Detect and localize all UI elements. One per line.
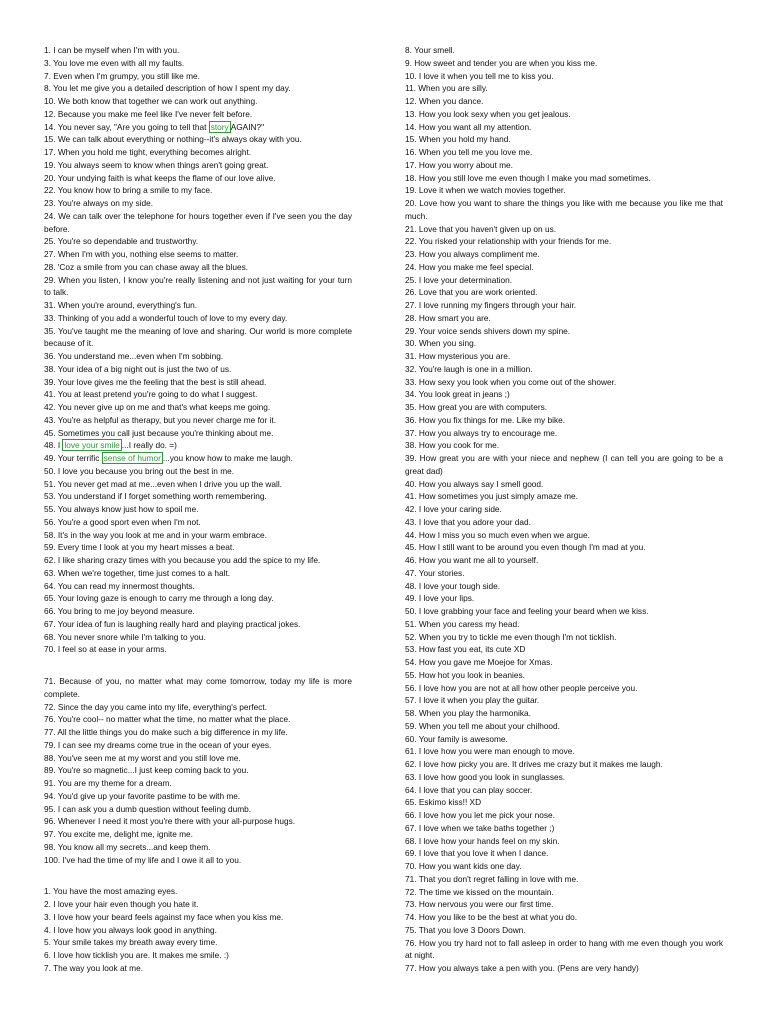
list-item <box>44 439 352 452</box>
list-item: 51. When you caress my head. <box>405 618 520 629</box>
list-item: 33. How sexy you look when you come out of the shower. <box>405 376 617 387</box>
list-item: 31. When you're around, everything's fun. <box>44 300 198 310</box>
list-item: 27. When I'm with you, nothing else seems to matter. <box>44 249 239 259</box>
right-column <box>405 44 723 975</box>
list-item: 34. You look great in jeans ;) <box>405 389 510 400</box>
list-item: 70. How you want kids one day. <box>405 861 522 871</box>
highlighted-phrase: love your smile <box>64 440 120 451</box>
list-item: 79. I can see my dreams come true in the ocean of your eyes. <box>44 739 272 750</box>
list-item: 61. I love how you were man enough to move. <box>405 746 575 757</box>
list-item: 7. Even when I'm grumpy, you still like me. <box>44 70 200 81</box>
list-item: 22. You know how to bring a smile to my face. <box>44 185 213 196</box>
list-item: 65. Eskimo kiss!! XD <box>405 797 482 808</box>
list-item: 22. You risked your relationship with your friends for me. <box>405 236 612 247</box>
list-item: 72. The time we kissed on the mountain. <box>405 886 554 897</box>
list-item: 50. I love grabbing your face and feeling your beard when we kiss. <box>405 606 649 616</box>
list-item: 54. How you gave me Moejoe for Xmas. <box>405 657 553 667</box>
list-item: 29. Your voice sends shivers down my spine. <box>405 325 571 336</box>
list-item: 88. You've seen me at my worst and you still love me. <box>44 752 241 763</box>
list-item: 67. Your idea of fun is laughing really hard and playing practical jokes. <box>44 618 301 629</box>
list-item: 13. How you look sexy when you get jealous. <box>405 108 571 119</box>
list-item <box>44 452 352 465</box>
list-item: 75. That you love 3 Doors Down. <box>405 924 526 935</box>
list-item: 11. When you are silly. <box>405 83 488 94</box>
list-item: 64. You can read my innermost thoughts. <box>44 580 195 591</box>
list-item: 46. How you want me all to yourself. <box>405 555 539 565</box>
highlighted-phrase: sense of humor <box>103 453 161 463</box>
list-item: 15. We can talk about everything or nothing--it's always okay with you. <box>44 134 302 145</box>
list-item: 20. Your undying faith is what keeps the flame of our love alive. <box>44 172 276 183</box>
list-item: 32. You're laugh is one in a million. <box>405 363 533 374</box>
list-item: 1. I can be myself when I'm with you. <box>44 45 180 55</box>
list-item: 45. How I still want to be around you even though I'm mad at you. <box>405 542 646 553</box>
list-item: 7. The way you look at me. <box>44 962 143 973</box>
list-item: 3. You love me even with all my faults. <box>44 57 185 68</box>
list-item: 20. Love how you want to share the things you like with me because you like me that much. <box>405 198 723 221</box>
list-item: 36. How you fix things for me. Like my bike. <box>405 414 566 425</box>
list-item <box>44 121 352 134</box>
list-item: 56. You're a good sport even when I'm not. <box>44 516 201 527</box>
list-item: 59. When you tell me about your chilhood. <box>405 720 560 731</box>
list-item: 23. You're always on my side. <box>44 198 154 208</box>
list-item: 38. How you cook for me. <box>405 440 500 451</box>
list-item: 51. You never get mad at me...even when I drive you up the wall. <box>44 478 282 489</box>
list-item: 76. You're cool-- no matter what the time, no matter what the place. <box>44 714 291 725</box>
list-item: 98. You know all my secrets...and keep them. <box>44 841 211 852</box>
list-item: 36. You understand me...even when I'm sobbing. <box>44 351 224 361</box>
left-column <box>44 44 352 975</box>
list-item: 40. How you always say I smell good. <box>405 478 544 489</box>
list-item: 77. How you always take a pen with you. (Pens are very handy) <box>405 963 639 973</box>
list-item: 26. Love that you are work oriented. <box>405 287 538 298</box>
item-text: 48. I <box>44 440 63 451</box>
list-item: 39. How great you are with your niece and nephew (I can tell you are going to be a great dad) <box>405 453 723 476</box>
list-item: 53. You understand if I forget something worth remembering. <box>44 491 267 502</box>
list-item: 8. Your smell. <box>405 45 455 55</box>
item-text: 14. You never say, "Are you going to tell that <box>44 121 209 132</box>
list-item: 43. You're as helpful as therapy, but you never charge me for it. <box>44 414 277 425</box>
list-item: 19. You always seem to know when things aren't going great. <box>44 159 269 170</box>
list-item: 30. When you sing. <box>405 338 477 349</box>
item-text: 49. Your terrific <box>44 453 102 463</box>
list-item: 42. You never give up on me and that's what keeps me going. <box>44 402 271 412</box>
list-item: 23. How you always compliment me. <box>405 249 540 259</box>
list-item: 49. I love your lips. <box>405 593 475 604</box>
list-item: 9. How sweet and tender you are when you kiss me. <box>405 57 598 68</box>
list-item: 97. You excite me, delight me, ignite me. <box>44 829 193 839</box>
list-item: 24. We can talk over the telephone for hours together even if I've seen you the day before. <box>44 210 352 234</box>
list-item: 58. It's in the way you look at me and in your warm embrace. <box>44 529 267 540</box>
list-item: 89. You're so magnetic...I just keep coming back to you. <box>44 765 249 776</box>
list-item: 3. I love how your beard feels against my face when you kiss me. <box>44 911 284 922</box>
list-item: 10. We both know that together we can work out anything. <box>44 96 258 106</box>
list-item: 47. Your stories. <box>405 567 465 578</box>
list-item: 27. I love running my fingers through your hair. <box>405 300 577 310</box>
list-a <box>44 44 352 656</box>
list-item: 45. Sometimes you call just because you're thinking about me. <box>44 427 274 438</box>
list-item: 29. When you listen, I know you're really listening and not just waiting for your turn to talk. <box>44 274 352 298</box>
list-item: 24. How you make me feel special. <box>405 261 534 272</box>
list-item: 66. I love how you let me pick your nose. <box>405 810 555 820</box>
list-item: 57. I love it when you play the guitar. <box>405 695 540 706</box>
list-item: 41. How sometimes you just simply amaze me. <box>405 491 578 502</box>
list-item: 71. Because of you, no matter what may come tomorrow, today my life is more complete. <box>44 676 352 699</box>
list-item: 55. How hot you look in beanies. <box>405 669 525 680</box>
list-right <box>405 44 723 975</box>
list-item: 25. I love your determination. <box>405 274 512 285</box>
list-item: 67. I love when we take baths together ;) <box>405 822 555 833</box>
list-item: 10. I love it when you tell me to kiss you. <box>405 70 554 81</box>
list-item: 37. How you always try to encourage me. <box>405 427 558 438</box>
list-item: 42. I love your caring side. <box>405 504 502 514</box>
list-item: 63. When we're together, time just comes to a halt. <box>44 567 231 578</box>
list-item: 39. Your love gives me the feeling that the best is still ahead. <box>44 376 267 387</box>
list-item: 43. I love that you adore your dad. <box>405 516 531 527</box>
list-item: 68. I love how your hands feel on my skin. <box>405 835 560 846</box>
list-item: 59. Every time I look at you my heart misses a beat. <box>44 542 235 553</box>
list-item: 12. When you dance. <box>405 96 484 106</box>
list-item: 60. Your family is awesome. <box>405 733 508 744</box>
list-item: 100. I've had the time of my life and I owe it all to you. <box>44 854 242 865</box>
list-item: 38. Your idea of a big night out is just the two of us. <box>44 363 232 374</box>
list-item: 68. You never snore while I'm talking to you. <box>44 631 206 642</box>
list-item: 76. How you try hard not to fall asleep in order to hang with me even though you work at night. <box>405 937 723 961</box>
list-item: 69. I love that you love it when I dance. <box>405 848 549 859</box>
list-item: 71. That you don't regret falling in love with me. <box>405 873 579 884</box>
list-item: 1. You have the most amazing eyes. <box>44 886 178 897</box>
list-item: 56. I love how you are not at all how other people perceive you. <box>405 682 638 693</box>
list-item: 73. How nervous you were our first time. <box>405 899 554 910</box>
list-item: 66. You bring to me joy beyond measure. <box>44 606 195 616</box>
list-item: 18. How you still love me even though I make you mad sometimes. <box>405 172 651 183</box>
list-item: 19. Love it when we watch movies together. <box>405 185 566 196</box>
list-item: 8. You let me give you a detailed description of how I spent my day. <box>44 83 291 94</box>
list-item: 31. How mysterious you are. <box>405 351 511 361</box>
list-item: 55. You always know just how to spoil me. <box>44 504 199 514</box>
list-item: 16. When you tell me you love me. <box>405 147 533 157</box>
list-item: 25. You're so dependable and trustworthy. <box>44 236 199 247</box>
list-item: 96. Whenever I need it most you're there with your all-purpose hugs. <box>44 816 296 827</box>
list-item: 33. Thinking of you add a wonderful touch of love to my every day. <box>44 312 288 323</box>
list-item: 63. I love how good you look in sunglasses. <box>405 771 566 782</box>
list-b <box>44 675 352 866</box>
item-text: AGAIN?" <box>230 121 265 132</box>
list-item: 35. How great you are with computers. <box>405 402 548 412</box>
item-text: ...I really do. =) <box>121 440 177 451</box>
list-item: 28. 'Coz a smile from you can chase away all the blues. <box>44 261 249 272</box>
list-item: 62. I love how picky you are. It drives me crazy but it makes me laugh. <box>405 759 663 769</box>
list-item: 72. Since the day you came into my life, everything's perfect. <box>44 701 267 712</box>
list-item: 4. I love how you always look good in anything. <box>44 924 217 935</box>
list-item: 77. All the little things you do make such a big difference in my life. <box>44 727 288 737</box>
list-item: 65. Your loving gaze is enough to carry me through a long day. <box>44 593 274 604</box>
list-item: 17. How you worry about me. <box>405 159 513 170</box>
list-item: 53. How fast you eat, its cute XD <box>405 644 526 655</box>
list-item: 52. When you try to tickle me even though I'm not ticklish. <box>405 631 617 642</box>
list-item: 35. You've taught me the meaning of love and sharing. Our world is more complete because of it. <box>44 325 352 349</box>
list-item: 58. When you play the harmonika. <box>405 708 531 718</box>
list-item: 15. When you hold my hand. <box>405 134 511 145</box>
list-item: 41. You at least pretend you're going to do what I suggest. <box>44 389 258 400</box>
item-text: ...you know how to make me laugh. <box>162 453 293 463</box>
list-item: 64. I love that you can play soccer. <box>405 784 533 795</box>
list-item: 5. Your smile takes my breath away every time. <box>44 937 218 948</box>
list-item: 17. When you hold me tight, everything becomes alright. <box>44 147 252 157</box>
list-item: 70. I feel so at ease in your arms. <box>44 644 167 655</box>
list-item: 94. You'd give up your favorite pastime to be with me. <box>44 790 241 801</box>
list-item: 12. Because you make me feel like I've never felt before. <box>44 108 253 119</box>
list-item: 74. How you like to be the best at what you do. <box>405 912 578 922</box>
list-item: 48. I love your tough side. <box>405 580 501 591</box>
list-item: 50. I love you because you bring out the best in me. <box>44 465 235 476</box>
list-item: 95. I can ask you a dumb question without feeling dumb. <box>44 803 252 814</box>
list-item: 14. How you want all my attention. <box>405 121 532 132</box>
list-item: 44. How I miss you so much even when we argue. <box>405 529 590 540</box>
list-item: 28. How smart you are. <box>405 312 491 323</box>
highlighted-phrase: story <box>210 121 229 132</box>
list-item: 2. I love your hair even though you hate it. <box>44 899 199 909</box>
list-item: 62. I like sharing crazy times with you because you add the spice to my life. <box>44 555 321 565</box>
list-item: 6. I love how ticklish you are. It makes me smile. :) <box>44 950 229 960</box>
list-item: 91. You are my theme for a dream. <box>44 778 172 788</box>
list-item: 21. Love that you haven't given up on us. <box>405 223 557 234</box>
list-c <box>44 885 352 974</box>
